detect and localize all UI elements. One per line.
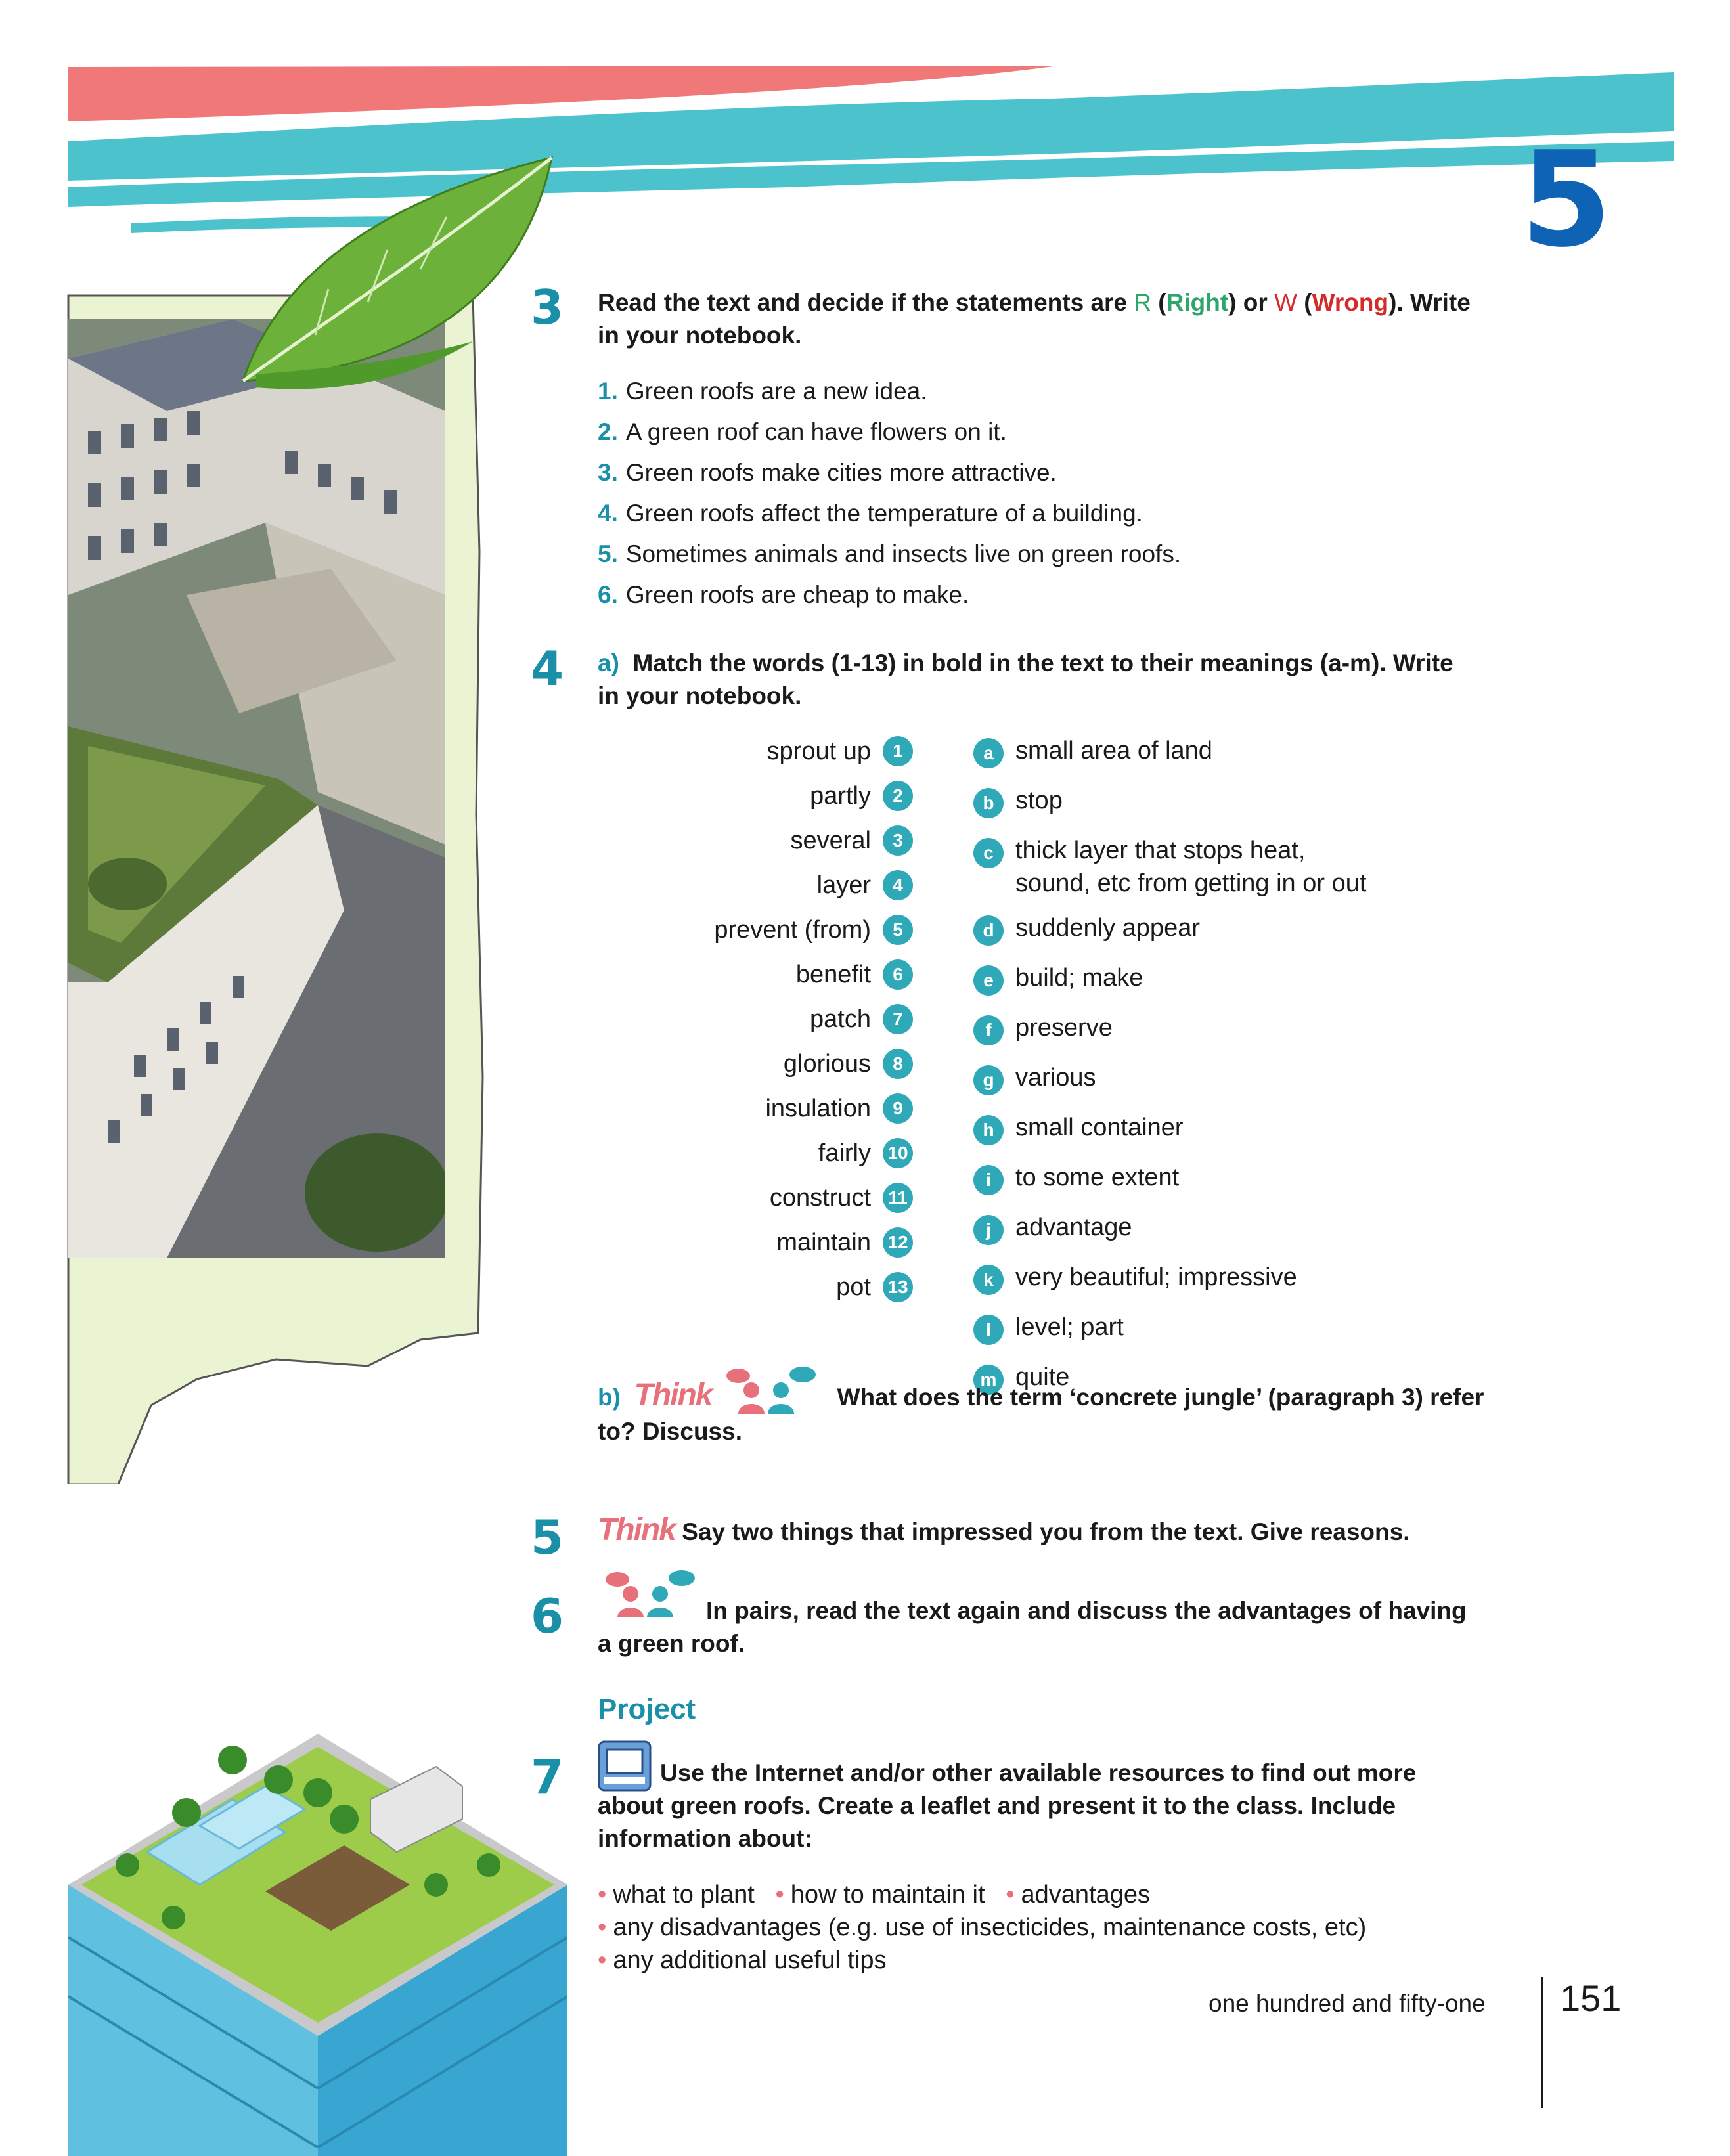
bullet-dot: •: [598, 1881, 607, 1908]
meaning-item: [973, 1206, 1564, 1256]
instruction-text: Read the text and decide if the statements are: [598, 289, 1134, 316]
meaning-text: to some extent: [1015, 1164, 1180, 1191]
meaning-list: [973, 729, 1564, 1405]
word-item: [631, 863, 913, 908]
meaning-item: [973, 1006, 1564, 1056]
word-item: [631, 1131, 913, 1176]
statement-item: [598, 412, 1550, 452]
meaning-letter-badge: h: [973, 1115, 1004, 1145]
think-label: Think: [598, 1512, 675, 1547]
word-text: several: [790, 826, 871, 854]
word-item: [631, 997, 913, 1042]
instruction-text: to? Discuss.: [598, 1418, 742, 1445]
word-item: [631, 1220, 913, 1265]
word-number-badge: 2: [883, 781, 913, 811]
meaning-item: [973, 1256, 1564, 1306]
meaning-item: [973, 1156, 1564, 1206]
word-text: partly: [810, 781, 871, 810]
exercise-4-number: 4: [531, 641, 564, 696]
meaning-text: various: [1015, 1064, 1096, 1091]
exercise-3-instruction: [598, 286, 1550, 352]
word-number-badge: 11: [883, 1183, 913, 1213]
word-number-badge: 3: [883, 825, 913, 856]
word-item: [631, 729, 913, 774]
leaf-decoration: [236, 151, 565, 401]
exercise-6-instruction: [598, 1595, 1570, 1660]
meaning-item: [973, 906, 1564, 956]
right-letter: R: [1134, 289, 1152, 316]
meaning-letter-badge: b: [973, 788, 1004, 818]
meaning-letter-badge: i: [973, 1165, 1004, 1195]
meaning-letter-badge: d: [973, 915, 1004, 946]
exercise-3-number: 3: [531, 280, 564, 335]
statement-number: 5.: [598, 540, 618, 567]
word-number-badge: 7: [883, 1004, 913, 1034]
word-text: prevent (from): [714, 915, 871, 944]
pair-talk-icon: [719, 1382, 817, 1415]
statement-number: 4.: [598, 500, 618, 527]
word-item: [631, 908, 913, 952]
instruction-text: about green roofs. Create a leaflet and present it to the class. Include: [598, 1792, 1396, 1819]
meaning-letter-badge: f: [973, 1015, 1004, 1045]
meaning-text: small area of land: [1015, 737, 1212, 764]
word-text: sprout up: [766, 737, 871, 765]
word-number-badge: 5: [883, 915, 913, 945]
instruction-text: information about:: [598, 1825, 812, 1852]
word-text: fairly: [818, 1139, 871, 1167]
instruction-text: in your notebook.: [598, 322, 802, 349]
bullet-row: [598, 1911, 1570, 1944]
think-label: Think: [634, 1378, 712, 1413]
project-instruction: [598, 1757, 1557, 1855]
statement-item: [598, 534, 1550, 575]
word-number-badge: 10: [883, 1138, 913, 1168]
meaning-letter-badge: a: [973, 738, 1004, 768]
statement-number: 6.: [598, 581, 618, 608]
statement-item: [598, 452, 1550, 493]
statement-text: A green roof can have flowers on it.: [625, 418, 1007, 445]
word-text: insulation: [765, 1094, 871, 1122]
meaning-letter-badge: k: [973, 1265, 1004, 1295]
meaning-text-line: sound, etc from getting in or out: [1015, 869, 1367, 897]
meaning-letter-badge: l: [973, 1315, 1004, 1345]
meaning-text-line: thick layer that stops heat,: [1015, 837, 1306, 864]
word-text: patch: [810, 1005, 871, 1033]
word-item: [631, 1265, 913, 1309]
statement-text: Sometimes animals and insects live on green roofs.: [625, 540, 1182, 567]
word-number-badge: 13: [883, 1272, 913, 1302]
bullet-text: any additional useful tips: [613, 1947, 887, 1974]
statement-item: [598, 493, 1550, 534]
meaning-text: stop: [1015, 787, 1063, 814]
paren: (: [1151, 289, 1166, 316]
building-photo: [68, 319, 445, 1258]
word-number-badge: 4: [883, 870, 913, 900]
word-number-badge: 1: [883, 736, 913, 766]
part-a-label: a): [598, 649, 619, 676]
statement-text: Green roofs make cities more attractive.: [625, 459, 1057, 486]
meaning-item: [973, 729, 1564, 779]
exercise-4a-instruction: [598, 647, 1550, 713]
exercise-5-number: 5: [531, 1510, 564, 1565]
bullet-dot: •: [598, 1947, 607, 1974]
statement-number: 1.: [598, 378, 618, 405]
meaning-text: advantage: [1015, 1214, 1132, 1241]
word-number-badge: 12: [883, 1227, 913, 1258]
meaning-text: small container: [1015, 1114, 1184, 1141]
project-bullet-list: [598, 1878, 1570, 1977]
word-number-badge: 8: [883, 1049, 913, 1079]
instruction-text: Say two things that impressed you from the text. Give reasons.: [682, 1518, 1410, 1545]
statement-text: Green roofs are cheap to make.: [625, 581, 969, 608]
paren: ): [1228, 289, 1237, 316]
part-b-label: b): [598, 1384, 621, 1411]
word-list: [631, 729, 913, 1309]
meaning-item: [973, 1106, 1564, 1156]
instruction-text: ). Write: [1388, 289, 1471, 316]
wrong-word: Wrong: [1312, 289, 1389, 316]
meaning-text: [1015, 834, 1366, 900]
paren: (: [1297, 289, 1312, 316]
meaning-letter-badge: m: [973, 1365, 1004, 1395]
bullet-dot: •: [598, 1914, 607, 1941]
exercise-4b-instruction: [598, 1379, 1570, 1448]
instruction-text: a green roof.: [598, 1630, 745, 1657]
statement-text: Green roofs are a new idea.: [625, 378, 927, 405]
statement-number: 2.: [598, 418, 618, 445]
meaning-text: suddenly appear: [1015, 914, 1200, 942]
bullet-row: [598, 1944, 1570, 1977]
bullet-text: advantages: [1021, 1881, 1151, 1908]
meaning-item: [973, 1056, 1564, 1106]
word-item: [631, 774, 913, 818]
statement-item: [598, 371, 1550, 412]
bullet-text: what to plant: [613, 1881, 755, 1908]
word-text: glorious: [783, 1049, 871, 1078]
meaning-text: preserve: [1015, 1014, 1113, 1042]
instruction-text: Use the Internet and/or other available resources to find out more: [660, 1759, 1417, 1786]
meaning-text: quite: [1015, 1363, 1070, 1391]
unit-number: 5: [1520, 123, 1612, 276]
meaning-item: [973, 1306, 1564, 1355]
meaning-text: level; part: [1015, 1313, 1124, 1341]
instruction-text: Match the words (1-13) in bold in the text to their meanings (a-m). Write: [632, 649, 1453, 676]
wrong-letter: W: [1274, 289, 1297, 316]
exercise-5-instruction: [598, 1514, 1550, 1549]
statement-item: [598, 575, 1550, 615]
instruction-text: What does the term ‘concrete jungle’ (paragraph 3) refer: [837, 1384, 1484, 1411]
meaning-item: [973, 829, 1564, 906]
right-word: Right: [1166, 289, 1229, 316]
meaning-text: very beautiful; impressive: [1015, 1264, 1297, 1291]
exercise-7-number: 7: [531, 1749, 564, 1805]
statement-number: 3.: [598, 459, 618, 486]
or-word: or: [1236, 289, 1275, 316]
word-item: [631, 1176, 913, 1220]
green-roof-illustration: [68, 1721, 567, 2156]
meaning-text: build; make: [1015, 964, 1143, 992]
word-text: benefit: [795, 960, 871, 988]
word-item: [631, 1086, 913, 1131]
word-number-badge: 6: [883, 959, 913, 990]
bullet-text: any disadvantages (e.g. use of insecticides, maintenance costs, etc): [613, 1914, 1367, 1941]
bullet-dot: •: [1006, 1881, 1015, 1908]
instruction-text: in your notebook.: [598, 682, 802, 709]
word-item: [631, 818, 913, 863]
footer-page-words: one hundred and fifty-one: [1209, 1990, 1486, 2017]
meaning-item: [973, 956, 1564, 1006]
word-text: pot: [836, 1273, 871, 1301]
word-text: maintain: [776, 1228, 871, 1256]
instruction-text: In pairs, read the text again and discuss the advantages of having: [706, 1597, 1467, 1624]
project-heading: Project: [598, 1693, 696, 1725]
statement-list: [598, 371, 1550, 615]
word-number-badge: 9: [883, 1093, 913, 1124]
bullet-row: [598, 1878, 1570, 1911]
word-text: layer: [816, 871, 871, 899]
footer-divider: [1541, 1977, 1543, 2108]
meaning-letter-badge: j: [973, 1215, 1004, 1245]
bullet-text: how to maintain it: [790, 1881, 985, 1908]
page-number: 151: [1560, 1977, 1622, 2019]
exercise-6-number: 6: [531, 1589, 564, 1644]
statement-text: Green roofs affect the temperature of a building.: [625, 500, 1143, 527]
meaning-letter-badge: g: [973, 1065, 1004, 1095]
bullet-dot: •: [775, 1881, 784, 1908]
word-item: [631, 1042, 913, 1086]
word-text: construct: [769, 1183, 871, 1212]
meaning-letter-badge: c: [973, 838, 1004, 868]
word-item: [631, 952, 913, 997]
meaning-item: [973, 779, 1564, 829]
meaning-letter-badge: e: [973, 965, 1004, 996]
